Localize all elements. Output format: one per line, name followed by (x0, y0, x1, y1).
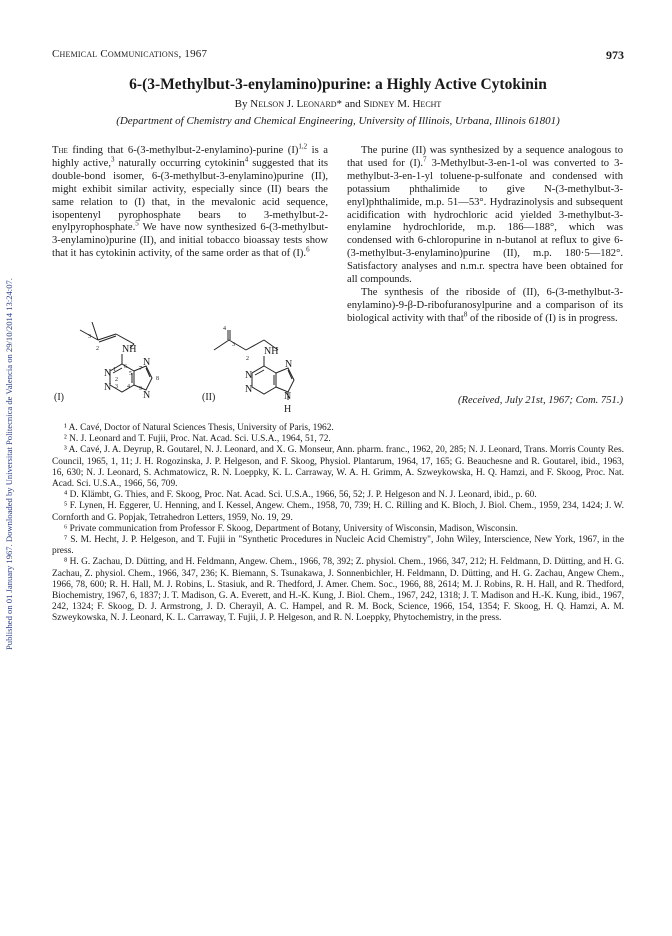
locant-6: 6 (124, 364, 127, 370)
ref-sup: 7 (423, 155, 427, 164)
locant-2: 2 (115, 377, 118, 383)
running-header (52, 48, 624, 64)
download-watermark (2, 110, 14, 650)
reference-item: ⁶ Private communication from Professor F. Skoog, Department of Botany, University of Wisconsin, Madison, Wisconsin. (64, 523, 518, 534)
reference-item: ⁵ F. Lynen, H. Eggerer, U. Henning, and I. Kessel, Angew. Chem., 1958, 70, 739; H. C. Rilling and K. Bloch, J. Biol. Chem., 1959, 234, 1424; J. W. Cornforth and G. Popjak, Tetrahedron Letters, 1959, No. 19, 29. (52, 501, 624, 523)
n7-label-i: N (143, 357, 151, 368)
nh-label-i: NH (122, 344, 137, 355)
text-run: finding that 6-(3-methylbut-2-enylamino)-purine (I) (67, 145, 299, 156)
lead-word: The (52, 145, 68, 156)
ref-sup: 5 (135, 219, 139, 228)
ref-sup: 1,2 (298, 142, 308, 151)
left-column (52, 142, 328, 261)
author-leonard: Nelson J. Leonard* (250, 98, 343, 110)
reference-item: ¹ A. Cavé, Doctor of Natural Sciences Thesis, University of Paris, 1962. (64, 423, 334, 433)
ref-sup: 3 (111, 155, 115, 164)
author-hecht: Sidney M. Hecht (363, 98, 442, 110)
text-run: The synthesis of the riboside of (II), 6-(3-methylbut-3-enylamino)-9-β-D-ribofuranosylpurine and a comparison of its biological activity with that (347, 286, 623, 324)
sidechain-locant-4: 4 (223, 326, 226, 332)
sidechain-locant-3: 3 (88, 334, 91, 340)
locant-3: 3 (115, 384, 118, 390)
page-number: 973 (606, 48, 624, 62)
author-line (52, 98, 624, 110)
text-run: naturally occurring cytokinin (114, 157, 245, 169)
nh-label-ii: NH (264, 346, 279, 357)
received-date: (Received, July 21st, 1967; Com. 751.) (457, 395, 623, 406)
text-run: is a highly active, (52, 145, 328, 169)
n1-label-ii: N (245, 370, 253, 381)
ref-sup: 4 (244, 155, 249, 164)
locant-9: 9 (139, 386, 142, 392)
sidechain-locant-3b: 3 (232, 342, 235, 348)
text-run: The purine (II) was synthesized by a sequence analogous to that used for (I). (347, 145, 623, 169)
locant-1: 1 (113, 367, 116, 373)
sidechain-locant-2b: 2 (246, 356, 249, 362)
n3-label-ii: N (245, 384, 253, 395)
reference-item: ⁷ S. M. Hecht, J. P. Helgeson, and T. Fujii in "Synthetic Procedures in Nucleic Acid Chemistry", John Wiley, Interscience, New York, 1967, in the press. (52, 535, 624, 557)
locant-5: 5 (129, 371, 132, 377)
text-run: 3-Methylbut-3-en-1-ol was converted to 3-methylbut-3-en-1-yl toluene-p-sulfonate and condensed with potassium phthalimide to give N-(3-methylbut-3-enyl)phthalimide, m.p. 51—53°. Hydrazinolysis and subsequent acidification with hydrochloric acid yielded 3-methylbut-3-enylamine hydrochloride, m.p. 186—188°, which was condensed with 6-chloropurine in n-butanol at reflux to give 6-(3-methylbut-3-enylamino)purine (II), m.p. 180·5—182°. Satisfactory analyses and n.m.r. spectra have been obtained for all compounds. (347, 157, 623, 286)
references-list (52, 423, 624, 625)
locant-4: 4 (127, 384, 130, 390)
reference-item: ² N. J. Leonard and T. Fujii, Proc. Nat. Acad. Sci. U.S.A., 1964, 51, 72. (64, 434, 331, 445)
article-title: 6-(3-Methylbut-3-enylamino)purine: a Highly Active Cytokinin (129, 76, 547, 93)
affiliation: (Department of Chemistry and Chemical Engineering, University of Illinois, Urbana, Illinois 61801) (116, 115, 560, 127)
riboside-paragraph (347, 287, 623, 326)
n9-label-i: N (143, 390, 151, 401)
h-label-ii: H (284, 404, 292, 415)
structure-figure (52, 318, 328, 434)
synthesis-paragraph (347, 145, 623, 287)
and-word: and (344, 98, 361, 110)
locant-8: 8 (156, 376, 159, 382)
reference-item: ⁴ D. Klämbt, G. Thies, and F. Skoog, Proc. Nat. Acad. Sci. U.S.A., 1966, 56, 52; J. P. Helgeson and N. J. Leonard, ibid., p. 60. (64, 490, 537, 501)
n3-label-i: N (104, 382, 112, 393)
locant-7: 7 (139, 366, 142, 372)
compound-label-ii: (II) (202, 392, 216, 403)
intro-paragraph (52, 142, 328, 261)
text-run: of the riboside of (I) is in progress. (467, 312, 618, 324)
reference-item: ⁸ H. G. Zachau, D. Dütting, and H. Feldmann, Angew. Chem., 1966, 78, 392; Z. physiol. Chem., 1966, 347, 212; H. Feldmann, D. Dütting, and H. G. Zachau, Z. physiol. Chem., 1966, 347, 236; K. Biemann, S. Tsunakawa, J. Sonnenbichler, H. Feldmann, D. Dütting, and H. G. Zachau, Angew Chem., 1966, 78, 600; R. H. Hall, M. J. Robins, L. Stasiuk, and R. Thedford, J. Amer. Chem. Soc., 1966, 88, 2614; M. J. Robins, R. H. Hall, and R. Thedford, Biochemistry, 1967, 6, 1837; J. T. Madison, G. A. Everett, and H.-K. Kung, J. Biol. Chem., 1967, 242, 1318; J. T. Madison and H.-K. Kung, ibid., 1967, 242, 1324; F. Skoog, D. J. Armstrong, J. D. Cherayil, A. C. Hampel, and R. M. Bock, Science, 1966, 154, 1354; F. Skoog, H. Q. Hamzi, A. M. Szweykowska, N. J. Leonard, K. L. Carraway, T. Fujii, J. P. Helgeson, and R. N. Loeppky, Phytochemistry, in the press. (52, 557, 624, 624)
ref-sup: 6 (306, 245, 310, 254)
text-run: suggested that its double-bond isomer, 6-(3-methylbut-3-enylamino)purine (II), might exhibit similar activity, especially since (II) bears the same relation to (I) that, in the mevalonic acid sequence, isopentenyl pyrophosphate bears to 3-methylbut-2-enylpyrophosphate. (52, 157, 328, 234)
right-column (347, 145, 623, 326)
sidechain-locant-2: 2 (96, 346, 99, 352)
n7-label-ii: N (285, 359, 293, 370)
compound-label-i: (I) (54, 392, 64, 403)
n9-label-ii: N (284, 391, 292, 402)
text-run: We have now synthesized 6-(3-methylbut-3-enylamino)purine (II), and initial tobacco bioassay tests show that it has cytokinin activity, of the same order as that of (I). (52, 222, 328, 260)
ref-sup: 8 (463, 310, 468, 319)
n1-label-i: N (104, 368, 112, 379)
journal-name: Chemical Communications, 1967 (52, 48, 208, 60)
reference-item: ³ A. Cavé, J. A. Deyrup, R. Goutarel, N. J. Leonard, and X. G. Monseur, Ann. pharm. franc., 1962, 20, 285; N. J. Leonard, Trans. Morris County Res. Council, 1965, 1, 11; J. H. Rogozinska, J. P. Helgeson, and F. Skoog, Physiol. Plantarum, 1964, 17, 165; G. Beauchesne and R. Goutarel, ibid., 1963, 16, 630; N. J. Leonard, S. Achmatowicz, R. N. Loeppky, K. L. Carraway, W. A. H. Grimm, A. Szweykowska, H. Q. Hamzi, and F. Skoog, Proc. Nat. Acad. Sci. U.S.A., 1966, 56, 709. (52, 445, 624, 490)
by-word: By (234, 98, 248, 110)
download-watermark-text: Published on 01 January 1967. Downloaded by Universitat Politecnica de Valencia on 29/10/2014 13:24:07. (4, 278, 14, 650)
